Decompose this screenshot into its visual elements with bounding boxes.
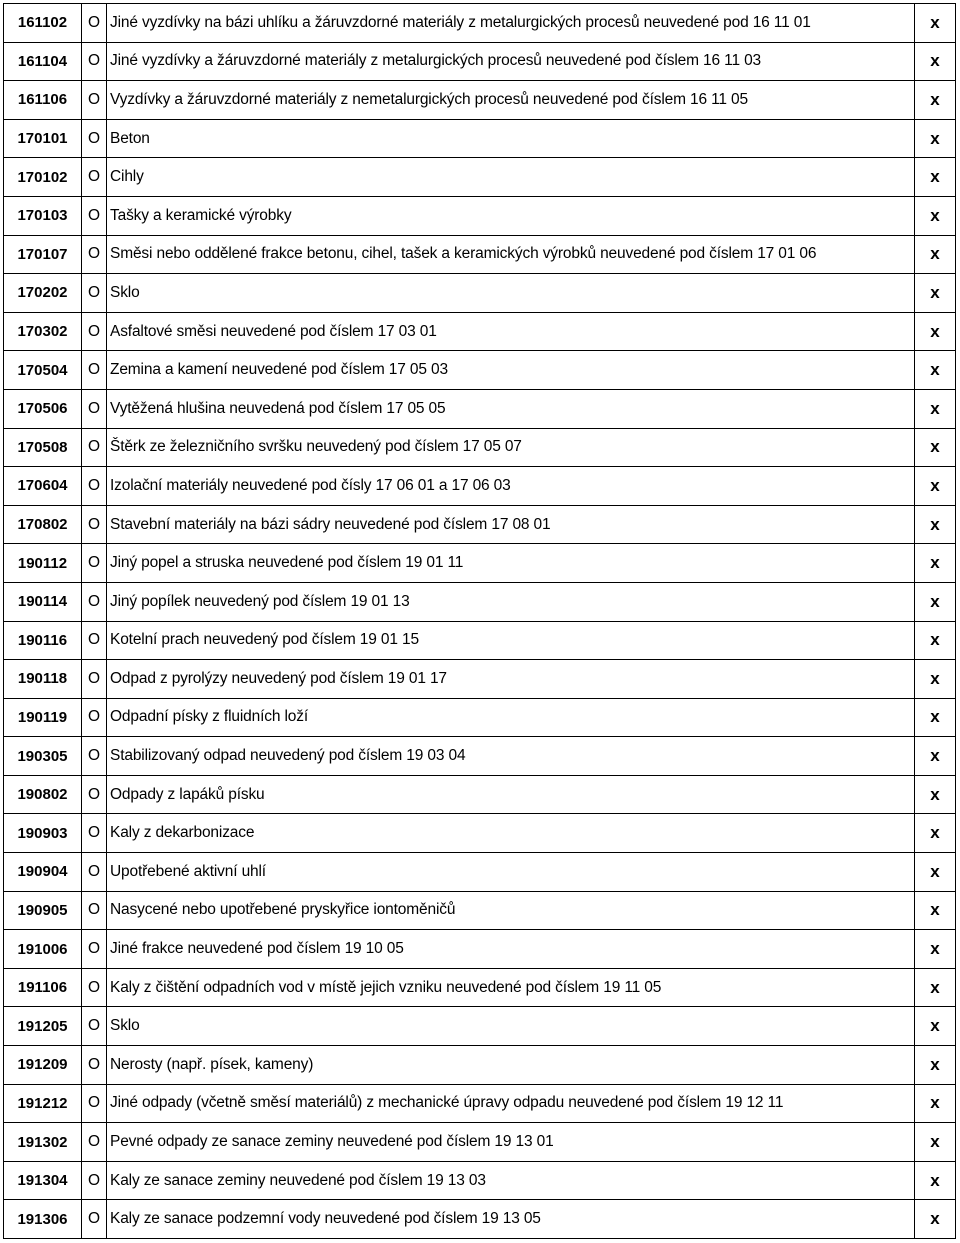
waste-category-cell: O [82, 274, 107, 313]
waste-mark-cell: x [915, 1200, 956, 1239]
waste-category-cell: O [82, 4, 107, 43]
waste-category-cell: O [82, 621, 107, 660]
waste-category-cell: O [82, 775, 107, 814]
table-row [4, 544, 956, 583]
waste-mark-cell: x [915, 930, 956, 969]
waste-description-cell: Odpad z pyrolýzy neuvedený pod číslem 19 01 17 [107, 660, 915, 699]
waste-description-cell: Směsi nebo oddělené frakce betonu, cihel, tašek a keramických výrobků neuvedené pod číslem 17 01 06 [107, 235, 915, 274]
waste-mark-cell: x [915, 312, 956, 351]
waste-code-cell: 191106 [4, 968, 82, 1007]
table-row [4, 621, 956, 660]
table-row [4, 4, 956, 43]
waste-mark-cell: x [915, 1123, 956, 1162]
table-row [4, 351, 956, 390]
waste-code-cell: 170506 [4, 389, 82, 428]
waste-mark-cell: x [915, 660, 956, 699]
waste-description-cell: Štěrk ze železničního svršku neuvedený pod číslem 17 05 07 [107, 428, 915, 467]
waste-description-cell: Jiné odpady (včetně směsí materiálů) z mechanické úpravy odpadu neuvedené pod číslem 19 12 11 [107, 1084, 915, 1123]
waste-code-cell: 170604 [4, 467, 82, 506]
waste-mark-cell: x [915, 389, 956, 428]
waste-code-cell: 161102 [4, 4, 82, 43]
waste-mark-cell: x [915, 968, 956, 1007]
waste-code-cell: 190305 [4, 737, 82, 776]
waste-description-cell: Vyzdívky a žáruvzdorné materiály z nemetalurgických procesů neuvedené pod číslem 16 11 05 [107, 81, 915, 120]
table-row [4, 968, 956, 1007]
waste-mark-cell: x [915, 467, 956, 506]
waste-category-cell: O [82, 42, 107, 81]
waste-category-cell: O [82, 698, 107, 737]
waste-description-cell: Jiný popel a struska neuvedené pod číslem 19 01 11 [107, 544, 915, 583]
table-row [4, 81, 956, 120]
waste-code-cell: 191304 [4, 1161, 82, 1200]
waste-mark-cell: x [915, 196, 956, 235]
waste-description-cell: Nasycené nebo upotřebené pryskyřice iontoměničů [107, 891, 915, 930]
waste-code-cell: 191212 [4, 1084, 82, 1123]
waste-code-cell: 170107 [4, 235, 82, 274]
table-row [4, 660, 956, 699]
waste-code-cell: 190114 [4, 582, 82, 621]
table-row [4, 428, 956, 467]
waste-mark-cell: x [915, 4, 956, 43]
waste-category-cell: O [82, 737, 107, 776]
waste-code-cell: 170101 [4, 119, 82, 158]
waste-category-cell: O [82, 81, 107, 120]
waste-category-cell: O [82, 428, 107, 467]
waste-mark-cell: x [915, 274, 956, 313]
waste-description-cell: Jiné frakce neuvedené pod číslem 19 10 05 [107, 930, 915, 969]
waste-table-body [4, 4, 956, 1239]
waste-mark-cell: x [915, 853, 956, 892]
waste-description-cell: Asfaltové směsi neuvedené pod číslem 17 03 01 [107, 312, 915, 351]
table-row [4, 1161, 956, 1200]
waste-description-cell: Jiné vyzdívky na bázi uhlíku a žáruvzdorné materiály z metalurgických procesů neuvedené pod 16 11 01 [107, 4, 915, 43]
waste-category-cell: O [82, 505, 107, 544]
table-row [4, 698, 956, 737]
waste-code-cell: 191209 [4, 1046, 82, 1085]
waste-mark-cell: x [915, 1046, 956, 1085]
waste-mark-cell: x [915, 158, 956, 197]
waste-category-cell: O [82, 1046, 107, 1085]
waste-category-cell: O [82, 351, 107, 390]
waste-catalogue-table [3, 3, 956, 1239]
waste-category-cell: O [82, 968, 107, 1007]
waste-category-cell: O [82, 1123, 107, 1162]
waste-mark-cell: x [915, 235, 956, 274]
waste-code-cell: 170802 [4, 505, 82, 544]
waste-code-cell: 191205 [4, 1007, 82, 1046]
table-row [4, 1046, 956, 1085]
waste-mark-cell: x [915, 544, 956, 583]
table-row [4, 775, 956, 814]
table-row [4, 853, 956, 892]
table-row [4, 1007, 956, 1046]
waste-description-cell: Nerosty (např. písek, kameny) [107, 1046, 915, 1085]
waste-category-cell: O [82, 814, 107, 853]
waste-code-cell: 170508 [4, 428, 82, 467]
waste-category-cell: O [82, 1200, 107, 1239]
waste-code-cell: 190112 [4, 544, 82, 583]
table-row [4, 274, 956, 313]
waste-description-cell: Sklo [107, 274, 915, 313]
table-row [4, 930, 956, 969]
table-row [4, 235, 956, 274]
table-row [4, 1084, 956, 1123]
waste-code-cell: 190119 [4, 698, 82, 737]
waste-mark-cell: x [915, 351, 956, 390]
waste-description-cell: Stabilizovaný odpad neuvedený pod číslem 19 03 04 [107, 737, 915, 776]
waste-mark-cell: x [915, 814, 956, 853]
waste-code-cell: 190905 [4, 891, 82, 930]
waste-code-cell: 170103 [4, 196, 82, 235]
waste-code-cell: 161106 [4, 81, 82, 120]
waste-mark-cell: x [915, 1007, 956, 1046]
waste-mark-cell: x [915, 81, 956, 120]
waste-mark-cell: x [915, 621, 956, 660]
waste-description-cell: Kaly ze sanace podzemní vody neuvedené pod číslem 19 13 05 [107, 1200, 915, 1239]
waste-description-cell: Stavební materiály na bázi sádry neuvedené pod číslem 17 08 01 [107, 505, 915, 544]
table-row [4, 814, 956, 853]
waste-category-cell: O [82, 930, 107, 969]
waste-code-cell: 191306 [4, 1200, 82, 1239]
waste-mark-cell: x [915, 698, 956, 737]
table-row [4, 42, 956, 81]
table-row [4, 312, 956, 351]
waste-category-cell: O [82, 660, 107, 699]
waste-code-cell: 190116 [4, 621, 82, 660]
table-row [4, 1200, 956, 1239]
waste-code-cell: 190903 [4, 814, 82, 853]
waste-mark-cell: x [915, 42, 956, 81]
waste-mark-cell: x [915, 1161, 956, 1200]
waste-code-cell: 170102 [4, 158, 82, 197]
waste-mark-cell: x [915, 737, 956, 776]
waste-code-cell: 161104 [4, 42, 82, 81]
waste-category-cell: O [82, 891, 107, 930]
waste-description-cell: Zemina a kamení neuvedené pod číslem 17 05 03 [107, 351, 915, 390]
waste-category-cell: O [82, 389, 107, 428]
table-row [4, 196, 956, 235]
waste-code-cell: 190118 [4, 660, 82, 699]
waste-category-cell: O [82, 853, 107, 892]
table-row [4, 467, 956, 506]
waste-code-cell: 190802 [4, 775, 82, 814]
waste-code-cell: 170202 [4, 274, 82, 313]
waste-mark-cell: x [915, 1084, 956, 1123]
waste-description-cell: Sklo [107, 1007, 915, 1046]
table-row [4, 119, 956, 158]
waste-code-cell: 170302 [4, 312, 82, 351]
waste-code-cell: 170504 [4, 351, 82, 390]
waste-description-cell: Upotřebené aktivní uhlí [107, 853, 915, 892]
table-row [4, 158, 956, 197]
waste-description-cell: Cihly [107, 158, 915, 197]
waste-description-cell: Beton [107, 119, 915, 158]
waste-mark-cell: x [915, 775, 956, 814]
waste-code-cell: 191006 [4, 930, 82, 969]
waste-category-cell: O [82, 158, 107, 197]
waste-description-cell: Odpady z lapáků písku [107, 775, 915, 814]
waste-mark-cell: x [915, 119, 956, 158]
waste-description-cell: Kaly z čištění odpadních vod v místě jejich vzniku neuvedené pod číslem 19 11 05 [107, 968, 915, 1007]
waste-description-cell: Jiné vyzdívky a žáruvzdorné materiály z metalurgických procesů neuvedené pod číslem 16 11 03 [107, 42, 915, 81]
table-row [4, 891, 956, 930]
waste-category-cell: O [82, 544, 107, 583]
waste-description-cell: Jiný popílek neuvedený pod číslem 19 01 13 [107, 582, 915, 621]
waste-category-cell: O [82, 119, 107, 158]
waste-mark-cell: x [915, 428, 956, 467]
waste-description-cell: Pevné odpady ze sanace zeminy neuvedené pod číslem 19 13 01 [107, 1123, 915, 1162]
waste-category-cell: O [82, 1007, 107, 1046]
waste-description-cell: Kaly ze sanace zeminy neuvedené pod číslem 19 13 03 [107, 1161, 915, 1200]
waste-code-cell: 190904 [4, 853, 82, 892]
waste-description-cell: Izolační materiály neuvedené pod čísly 17 06 01 a 17 06 03 [107, 467, 915, 506]
waste-description-cell: Kotelní prach neuvedený pod číslem 19 01 15 [107, 621, 915, 660]
waste-category-cell: O [82, 1161, 107, 1200]
table-row [4, 737, 956, 776]
waste-category-cell: O [82, 1084, 107, 1123]
table-row [4, 389, 956, 428]
waste-description-cell: Kaly z dekarbonizace [107, 814, 915, 853]
table-row [4, 505, 956, 544]
table-row [4, 582, 956, 621]
waste-description-cell: Odpadní písky z fluidních loží [107, 698, 915, 737]
waste-category-cell: O [82, 467, 107, 506]
waste-category-cell: O [82, 235, 107, 274]
table-row [4, 1123, 956, 1162]
waste-mark-cell: x [915, 505, 956, 544]
waste-description-cell: Vytěžená hlušina neuvedená pod číslem 17 05 05 [107, 389, 915, 428]
waste-category-cell: O [82, 312, 107, 351]
waste-code-cell: 191302 [4, 1123, 82, 1162]
waste-mark-cell: x [915, 582, 956, 621]
waste-mark-cell: x [915, 891, 956, 930]
waste-category-cell: O [82, 582, 107, 621]
waste-description-cell: Tašky a keramické výrobky [107, 196, 915, 235]
waste-category-cell: O [82, 196, 107, 235]
